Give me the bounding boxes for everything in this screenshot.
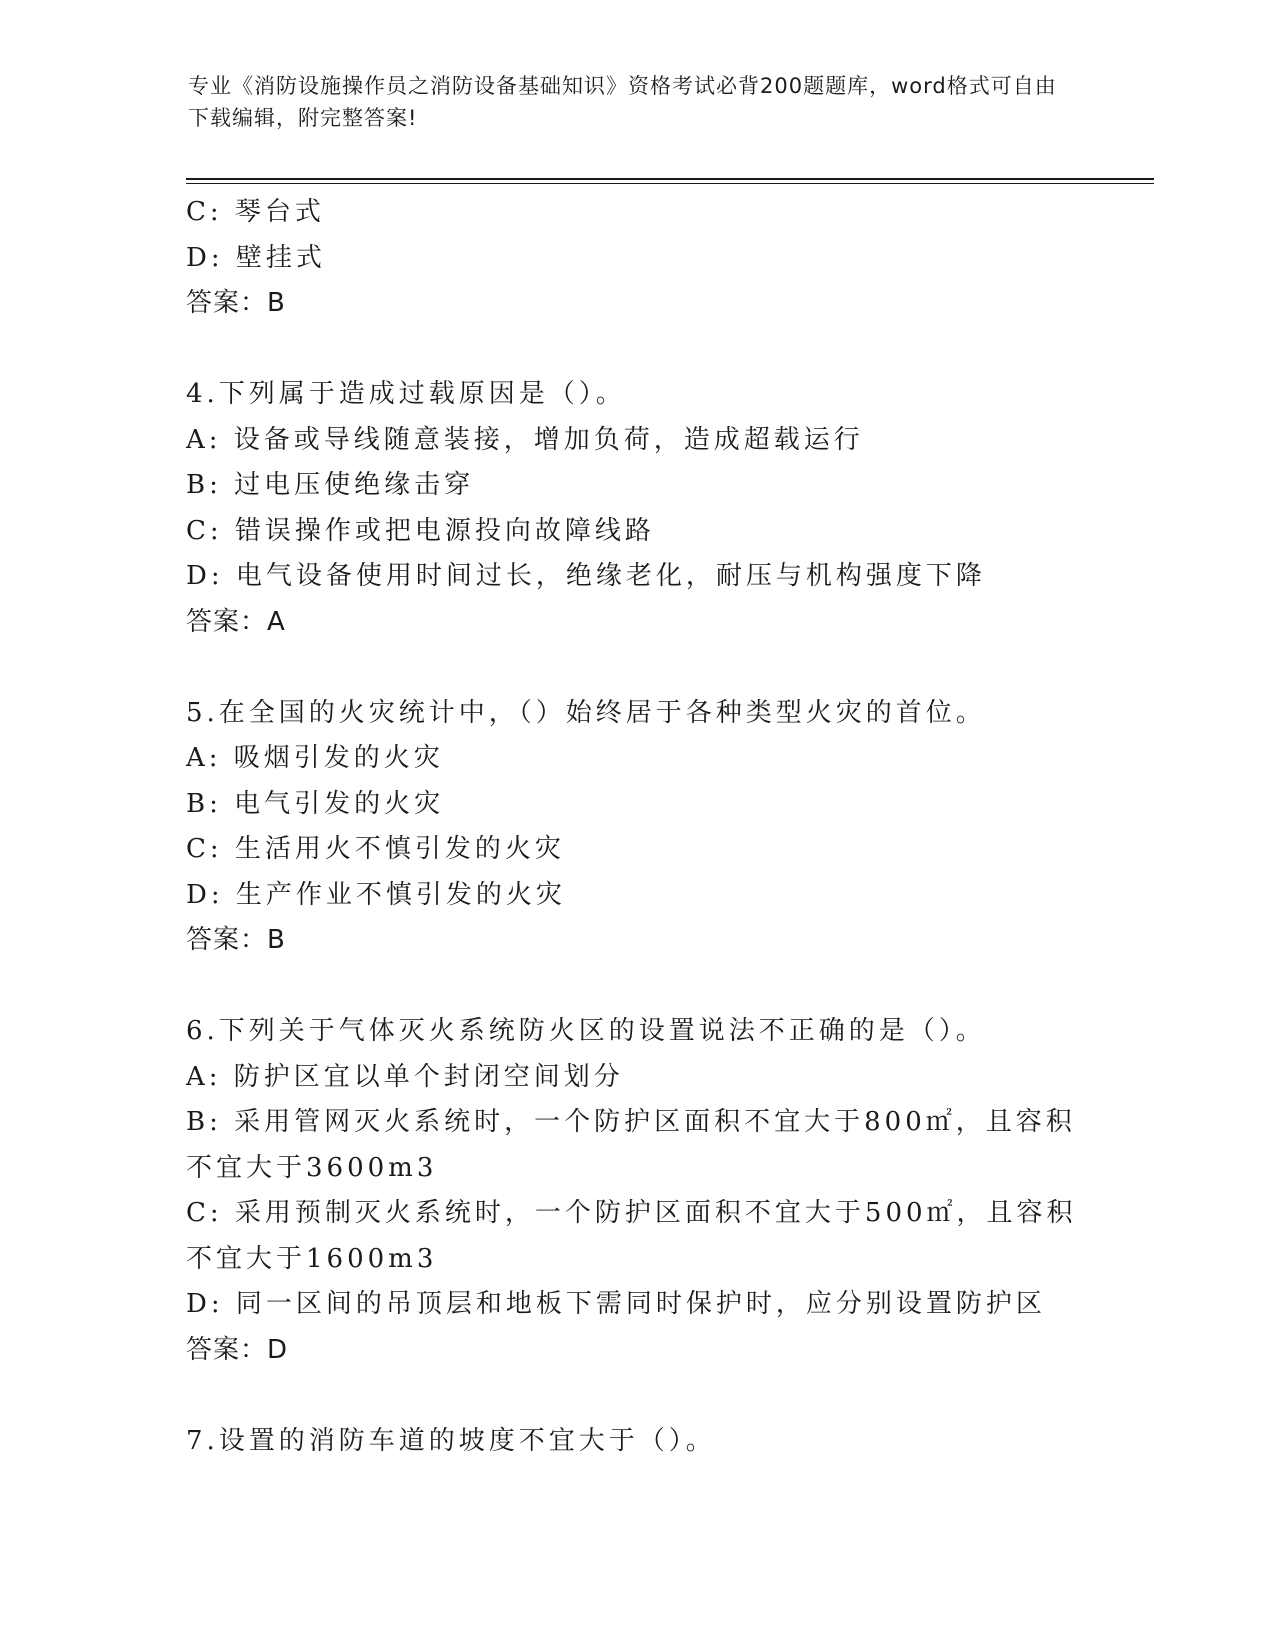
question-stem: 6.下列关于气体灭火系统防火区的设置说法不正确的是（）。 <box>186 1016 986 1046</box>
document-header: 专业《消防设施操作员之消防设备基础知识》资格考试必背200题题库，word格式可自由下载编辑，附完整答案! <box>188 74 1057 130</box>
spacer <box>186 327 1086 373</box>
option-b: B: 采用管网灭火系统时，一个防护区面积不宜大于800㎡，且容积不宜大于3600m3 <box>186 1107 1076 1183</box>
spacer <box>186 645 1086 691</box>
answer: 答案：D <box>186 1334 289 1365</box>
answer: 答案：B <box>186 288 286 318</box>
option-d: D: 电气设备使用时间过长，绝缘老化，耐压与机构强度下降 <box>186 561 986 591</box>
option-c: C: 错误操作或把电源投向故障线路 <box>186 515 655 546</box>
option-c: C: 采用预制灭火系统时，一个防护区面积不宜大于500㎡，且容积不宜大于1600m3 <box>186 1198 1077 1274</box>
question-stem: 7.设置的消防车道的坡度不宜大于（）。 <box>186 1425 716 1456</box>
option-c: C: 琴台式 <box>186 197 325 227</box>
option-b: B: 过电压使绝缘击穿 <box>186 470 475 500</box>
header-rule-thin <box>186 183 1154 184</box>
option-d: D: 生产作业不慎引发的火灾 <box>186 879 566 910</box>
question-content <box>186 190 1086 1464</box>
option-a: A: 设备或导线随意装接，增加负荷，造成超载运行 <box>186 424 864 455</box>
answer: 答案：A <box>186 606 286 637</box>
option-b: B: 电气引发的火灾 <box>186 788 445 819</box>
question-stem: 5.在全国的火灾统计中，（）始终居于各种类型火灾的首位。 <box>186 697 986 728</box>
answer: 答案：B <box>186 925 286 955</box>
option-c: C: 生活用火不慎引发的火灾 <box>186 834 565 864</box>
option-a: A: 吸烟引发的火灾 <box>186 743 444 773</box>
option-d: D: 壁挂式 <box>186 242 326 273</box>
header-rule-thick <box>186 178 1154 180</box>
spacer <box>186 964 1086 1010</box>
spacer <box>186 1373 1086 1419</box>
option-d: D: 同一区间的吊顶层和地板下需同时保护时，应分别设置防护区 <box>186 1289 1046 1319</box>
question-stem: 4.下列属于造成过载原因是（）。 <box>186 379 626 409</box>
option-a: A: 防护区宜以单个封闭空间划分 <box>186 1061 624 1092</box>
